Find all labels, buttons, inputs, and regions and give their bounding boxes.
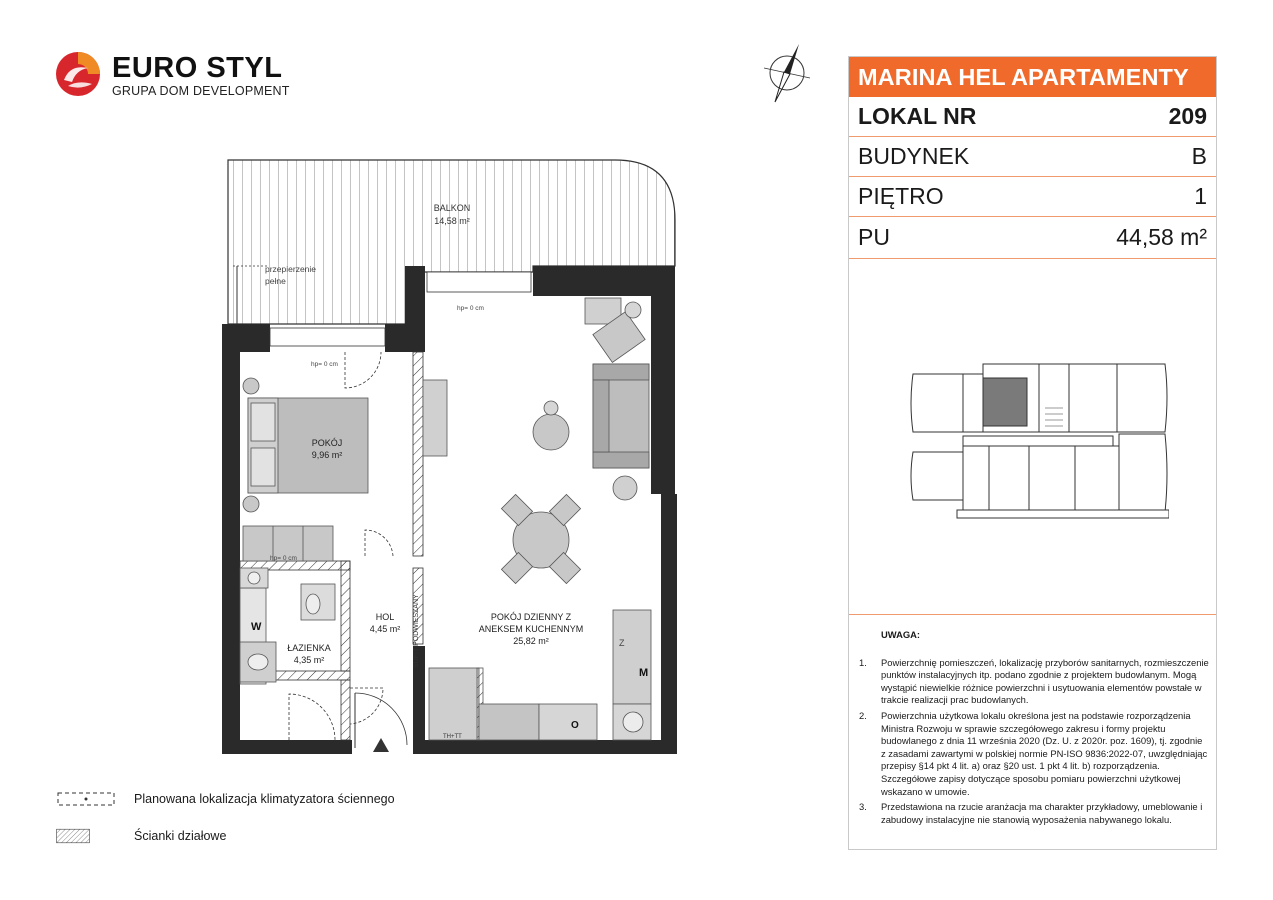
z-label: Z xyxy=(619,638,625,648)
hp-label-2: hp= 0 cm xyxy=(311,361,338,368)
note-number: 2. xyxy=(859,709,867,721)
note-text: Powierzchnię pomieszczeń, lokalizację przyborów sanitarnych, rozmieszczenie punktów instalacyjnych itp. podano zgodnie z projektem budowlanym. Mogą wystąpić niewielkie różnice powierzchni i usytuowania elementów powstałe w trakcie realizacji prac budowlanych. xyxy=(881,656,1209,706)
brand-logo-icon xyxy=(54,50,102,98)
building-key-plan xyxy=(907,356,1169,522)
info-value: 209 xyxy=(1168,103,1207,129)
north-arrow-icon xyxy=(758,40,816,106)
sofa xyxy=(533,298,649,500)
o-label: O xyxy=(571,720,579,731)
dzienny-label-1: POKÓJ DZIENNY Z xyxy=(490,612,572,622)
lazienka-label: ŁAZIENKA xyxy=(287,643,331,653)
hp-label-1: hp= 0 cm xyxy=(457,305,484,312)
note-item xyxy=(859,657,1209,707)
apartment-info-panel xyxy=(848,56,1217,850)
tt-label: TH+TT xyxy=(443,734,462,740)
balkon-label: BALKON xyxy=(433,203,471,213)
dining-table xyxy=(501,494,580,583)
info-value: 1 xyxy=(1194,183,1207,209)
info-label: LOKAL NR xyxy=(858,103,977,129)
floor-plan xyxy=(215,148,685,760)
legend-label: Planowana lokalizacja klimatyzatora ściennego xyxy=(134,792,395,806)
lazienka-area: 4,35 m² xyxy=(293,655,325,665)
przepierzenie-label: przepierzenie xyxy=(265,264,317,274)
partition-hatch-icon xyxy=(56,823,90,849)
notes-section xyxy=(859,629,1209,829)
pokoj-label: POKÓJ xyxy=(311,438,343,448)
balkon-area: 14,58 m² xyxy=(434,216,470,226)
pokoj-area: 9,96 m² xyxy=(311,450,343,460)
sufit-label: SUFIT PODWIESZANY xyxy=(413,594,420,668)
info-row-pu xyxy=(849,217,1216,257)
info-label: PIĘTRO xyxy=(858,183,944,209)
legend-item-partition xyxy=(56,823,226,849)
brand-tagline: GRUPA DOM DEVELOPMENT xyxy=(112,84,290,98)
project-title: MARINA HEL APARTAMENTY xyxy=(849,57,1216,97)
m-label: M xyxy=(639,667,649,679)
info-row-pietro xyxy=(849,177,1216,217)
note-item xyxy=(859,801,1209,826)
bed xyxy=(243,378,368,561)
note-text: Powierzchnia użytkowa lokalu określona jest na podstawie rozporządzenia Ministra Rozwoju w sprawie szczegółowego zakresu i formy projektu budowlanego z dnia 11 września 2020 (Dz. U. z 2020r. poz. 1609), tj. zgodnie z zasadami zawartymi w polskiej normie PN-ISO 9836:2022-07, uwzględniając przepisy §14 pkt 4 lit. a) oraz §20 ust. 1 pkt 4 lit. b) rozporządzenia. Szczegółowe zapisy dotyczące sposobu pomiaru powierzchni użytkowej wskazano w umowie. xyxy=(881,709,1208,797)
air-conditioner-icon xyxy=(56,786,116,812)
w-label: W xyxy=(251,621,262,633)
note-text: Przedstawiona na rzucie aranżacja ma charakter przykładowy, umeblowanie i zabudowy instalacyjne nie stanowią wyposażenia nabywanego lokalu. xyxy=(881,801,1203,825)
highlighted-unit xyxy=(983,378,1027,426)
legend-item-air-conditioner xyxy=(56,786,395,812)
legend-label: Ścianki działowe xyxy=(134,829,227,843)
hp-label-3: hp= 0 cm xyxy=(270,555,297,562)
info-label: BUDYNEK xyxy=(858,143,970,169)
przepierzenie-label-2: pełne xyxy=(265,276,286,286)
hol-area: 4,45 m² xyxy=(369,624,401,634)
info-value: 44,58 m² xyxy=(1116,223,1207,250)
hol-label: HOL xyxy=(375,612,395,622)
building-key-plan-area xyxy=(849,258,1216,615)
info-row-lokal xyxy=(849,97,1216,137)
notes-title: UWAGA: xyxy=(881,629,921,640)
note-item xyxy=(859,710,1209,798)
info-row-budynek xyxy=(849,137,1216,177)
brand-name: EURO STYL xyxy=(112,52,283,84)
note-number: 1. xyxy=(859,656,867,668)
info-label: PU xyxy=(858,223,890,250)
dzienny-area: 25,82 m² xyxy=(513,636,549,646)
info-value: B xyxy=(1191,143,1207,169)
brand-logo xyxy=(54,50,294,102)
dzienny-label-2: ANEKSEM KUCHENNYM xyxy=(478,624,584,634)
note-number: 3. xyxy=(859,801,867,813)
